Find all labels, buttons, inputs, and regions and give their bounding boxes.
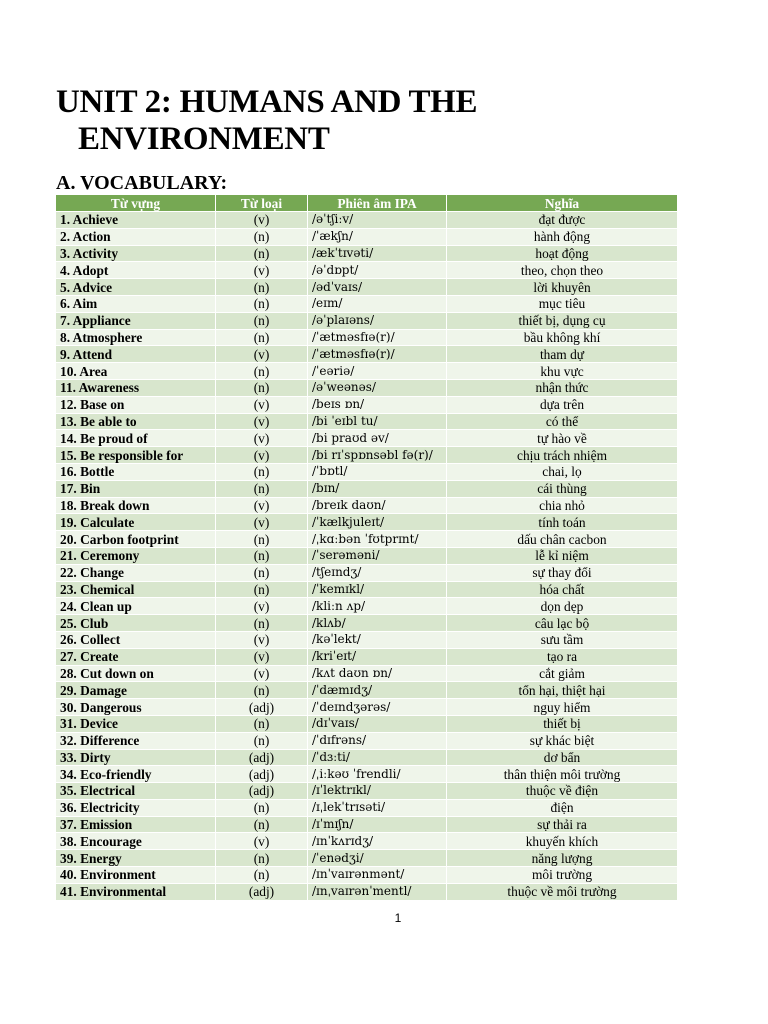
part-of-speech: (n)	[216, 850, 308, 867]
part-of-speech: (v)	[216, 212, 308, 229]
ipa-transcription: /ˈætməsfɪə(r)/	[308, 329, 447, 346]
ipa-transcription: /bi rɪˈspɒnsəbl fə(r)/	[308, 447, 447, 464]
meaning: sự thay đổi	[447, 564, 678, 581]
ipa-transcription: /əˈtʃiːv/	[308, 212, 447, 229]
table-row	[56, 480, 678, 497]
ipa-transcription: /kəˈlekt/	[308, 631, 447, 648]
vocab-word: 8. Atmosphere	[56, 329, 216, 346]
table-row	[56, 850, 678, 867]
table-row	[56, 279, 678, 296]
ipa-transcription: /əˈdɒpt/	[308, 262, 447, 279]
part-of-speech: (n)	[216, 682, 308, 699]
table-row	[56, 547, 678, 564]
part-of-speech: (n)	[216, 564, 308, 581]
vocab-word: 34. Eco-friendly	[56, 766, 216, 783]
vocab-word: 4. Adopt	[56, 262, 216, 279]
part-of-speech: (v)	[216, 648, 308, 665]
ipa-transcription: /ˈækʃn/	[308, 228, 447, 245]
ipa-transcription: /ækˈtɪvəti/	[308, 245, 447, 262]
table-row	[56, 262, 678, 279]
meaning: thiết bị, dụng cụ	[447, 312, 678, 329]
table-row	[56, 615, 678, 632]
table-row	[56, 766, 678, 783]
meaning: bầu không khí	[447, 329, 678, 346]
ipa-transcription: /kliːn ʌp/	[308, 598, 447, 615]
part-of-speech: (n)	[216, 531, 308, 548]
vocab-word: 27. Create	[56, 648, 216, 665]
header-part-of-speech: Từ loại	[216, 195, 308, 212]
table-row	[56, 447, 678, 464]
vocab-word: 2. Action	[56, 228, 216, 245]
meaning: tự hào về	[447, 430, 678, 447]
meaning: thuộc về điện	[447, 783, 678, 800]
table-row	[56, 799, 678, 816]
vocab-word: 21. Ceremony	[56, 547, 216, 564]
part-of-speech: (v)	[216, 396, 308, 413]
part-of-speech: (adj)	[216, 883, 308, 900]
vocab-word: 40. Environment	[56, 867, 216, 884]
table-row	[56, 514, 678, 531]
meaning: sự thải ra	[447, 816, 678, 833]
ipa-transcription: /kriˈeɪt/	[308, 648, 447, 665]
vocab-word: 11. Awareness	[56, 379, 216, 396]
table-row	[56, 312, 678, 329]
vocab-word: 19. Calculate	[56, 514, 216, 531]
part-of-speech: (n)	[216, 799, 308, 816]
meaning: dọn dẹp	[447, 598, 678, 615]
table-row	[56, 396, 678, 413]
table-row	[56, 430, 678, 447]
vocab-word: 5. Advice	[56, 279, 216, 296]
table-row	[56, 682, 678, 699]
ipa-transcription: /ˈkælkjuleɪt/	[308, 514, 447, 531]
meaning: tham dự	[447, 346, 678, 363]
meaning: đạt được	[447, 212, 678, 229]
part-of-speech: (n)	[216, 463, 308, 480]
vocab-word: 9. Attend	[56, 346, 216, 363]
vocab-word: 16. Bottle	[56, 463, 216, 480]
header-meaning: Nghĩa	[447, 195, 678, 212]
part-of-speech: (v)	[216, 631, 308, 648]
vocabulary-table	[55, 194, 678, 901]
part-of-speech: (n)	[216, 715, 308, 732]
meaning: mục tiêu	[447, 295, 678, 312]
part-of-speech: (n)	[216, 615, 308, 632]
ipa-transcription: /ˈeəriə/	[308, 363, 447, 380]
part-of-speech: (v)	[216, 514, 308, 531]
part-of-speech: (v)	[216, 833, 308, 850]
meaning: theo, chọn theo	[447, 262, 678, 279]
table-row	[56, 463, 678, 480]
vocab-word: 29. Damage	[56, 682, 216, 699]
ipa-transcription: /tʃeɪndʒ/	[308, 564, 447, 581]
table-row	[56, 732, 678, 749]
table-row	[56, 715, 678, 732]
part-of-speech: (adj)	[216, 783, 308, 800]
part-of-speech: (n)	[216, 816, 308, 833]
vocab-word: 39. Energy	[56, 850, 216, 867]
part-of-speech: (n)	[216, 547, 308, 564]
vocab-word: 20. Carbon footprint	[56, 531, 216, 548]
part-of-speech: (n)	[216, 480, 308, 497]
vocab-word: 28. Cut down on	[56, 665, 216, 682]
table-row	[56, 581, 678, 598]
ipa-transcription: /bɪn/	[308, 480, 447, 497]
vocab-word: 41. Environmental	[56, 883, 216, 900]
meaning: dấu chân cacbon	[447, 531, 678, 548]
part-of-speech: (adj)	[216, 766, 308, 783]
vocab-word: 25. Club	[56, 615, 216, 632]
meaning: hoạt động	[447, 245, 678, 262]
vocab-word: 23. Chemical	[56, 581, 216, 598]
vocab-word: 26. Collect	[56, 631, 216, 648]
meaning: dơ bẩn	[447, 749, 678, 766]
ipa-transcription: /ˈbɒtl/	[308, 463, 447, 480]
meaning: nguy hiểm	[447, 699, 678, 716]
meaning: nhận thức	[447, 379, 678, 396]
ipa-transcription: /ˈenədʒi/	[308, 850, 447, 867]
ipa-transcription: /ɪˈmɪʃn/	[308, 816, 447, 833]
vocab-word: 24. Clean up	[56, 598, 216, 615]
table-row	[56, 228, 678, 245]
ipa-transcription: /əˈplaɪəns/	[308, 312, 447, 329]
ipa-transcription: /ɪnˈkʌrɪdʒ/	[308, 833, 447, 850]
table-row	[56, 665, 678, 682]
vocab-word: 18. Break down	[56, 497, 216, 514]
header-word: Từ vựng	[56, 195, 216, 212]
ipa-transcription: /klʌb/	[308, 615, 447, 632]
ipa-transcription: /bi ˈeɪbl tu/	[308, 413, 447, 430]
table-row	[56, 379, 678, 396]
table-row	[56, 295, 678, 312]
title-line-1: UNIT 2: HUMANS AND THE	[56, 84, 478, 120]
vocab-word: 1. Achieve	[56, 212, 216, 229]
part-of-speech: (v)	[216, 598, 308, 615]
meaning: thiết bị	[447, 715, 678, 732]
table-header-row	[56, 195, 678, 212]
vocab-word: 6. Aim	[56, 295, 216, 312]
table-row	[56, 329, 678, 346]
ipa-transcription: /ˌkɑːbən ˈfʊtprɪnt/	[308, 531, 447, 548]
table-row	[56, 212, 678, 229]
part-of-speech: (n)	[216, 732, 308, 749]
part-of-speech: (v)	[216, 413, 308, 430]
table-row	[56, 783, 678, 800]
meaning: cắt giảm	[447, 665, 678, 682]
meaning: khu vực	[447, 363, 678, 380]
ipa-transcription: /bi praʊd əv/	[308, 430, 447, 447]
vocab-word: 38. Encourage	[56, 833, 216, 850]
meaning: chịu trách nhiệm	[447, 447, 678, 464]
meaning: cái thùng	[447, 480, 678, 497]
meaning: sự khác biệt	[447, 732, 678, 749]
part-of-speech: (n)	[216, 228, 308, 245]
vocab-word: 7. Appliance	[56, 312, 216, 329]
part-of-speech: (adj)	[216, 749, 308, 766]
vocab-word: 12. Base on	[56, 396, 216, 413]
table-row	[56, 833, 678, 850]
meaning: tổn hại, thiệt hại	[447, 682, 678, 699]
table-row	[56, 564, 678, 581]
table-row	[56, 648, 678, 665]
ipa-transcription: /eɪm/	[308, 295, 447, 312]
page-title	[56, 84, 477, 158]
ipa-transcription: /ɪnˌvaɪrənˈmentl/	[308, 883, 447, 900]
ipa-transcription: /ɪnˈvaɪrənmənt/	[308, 867, 447, 884]
ipa-transcription: /əˈweənəs/	[308, 379, 447, 396]
part-of-speech: (n)	[216, 279, 308, 296]
meaning: có thể	[447, 413, 678, 430]
part-of-speech: (v)	[216, 346, 308, 363]
part-of-speech: (n)	[216, 245, 308, 262]
part-of-speech: (n)	[216, 295, 308, 312]
part-of-speech: (v)	[216, 447, 308, 464]
header-ipa: Phiên âm IPA	[308, 195, 447, 212]
vocab-word: 13. Be able to	[56, 413, 216, 430]
vocab-word: 10. Area	[56, 363, 216, 380]
table-row	[56, 346, 678, 363]
table-row	[56, 816, 678, 833]
vocab-word: 17. Bin	[56, 480, 216, 497]
ipa-transcription: /ˈdeɪndʒərəs/	[308, 699, 447, 716]
table-row	[56, 245, 678, 262]
ipa-transcription: /ˈætməsfɪə(r)/	[308, 346, 447, 363]
part-of-speech: (v)	[216, 262, 308, 279]
vocab-word: 35. Electrical	[56, 783, 216, 800]
vocab-word: 30. Dangerous	[56, 699, 216, 716]
meaning: hành động	[447, 228, 678, 245]
table-row	[56, 699, 678, 716]
ipa-transcription: /ɪˈlektrɪkl/	[308, 783, 447, 800]
meaning: dựa trên	[447, 396, 678, 413]
table-row	[56, 363, 678, 380]
title-line-2: ENVIRONMENT	[78, 121, 330, 157]
ipa-transcription: /kʌt daʊn ɒn/	[308, 665, 447, 682]
table-row	[56, 883, 678, 900]
vocab-word: 33. Dirty	[56, 749, 216, 766]
meaning: câu lạc bộ	[447, 615, 678, 632]
ipa-transcription: /ˈkemɪkl/	[308, 581, 447, 598]
meaning: điện	[447, 799, 678, 816]
vocab-word: 3. Activity	[56, 245, 216, 262]
meaning: lời khuyên	[447, 279, 678, 296]
ipa-transcription: /ˈdɪfrəns/	[308, 732, 447, 749]
meaning: tạo ra	[447, 648, 678, 665]
table-row	[56, 749, 678, 766]
meaning: chia nhỏ	[447, 497, 678, 514]
table-row	[56, 598, 678, 615]
vocab-word: 14. Be proud of	[56, 430, 216, 447]
part-of-speech: (n)	[216, 329, 308, 346]
meaning: khuyến khích	[447, 833, 678, 850]
vocab-word: 22. Change	[56, 564, 216, 581]
part-of-speech: (n)	[216, 867, 308, 884]
meaning: thân thiện môi trường	[447, 766, 678, 783]
part-of-speech: (n)	[216, 363, 308, 380]
table-body	[56, 212, 678, 901]
table-row	[56, 631, 678, 648]
ipa-transcription: /ˈdæmɪdʒ/	[308, 682, 447, 699]
ipa-transcription: /ədˈvaɪs/	[308, 279, 447, 296]
vocab-word: 36. Electricity	[56, 799, 216, 816]
meaning: tính toán	[447, 514, 678, 531]
table-row	[56, 867, 678, 884]
table-row	[56, 497, 678, 514]
meaning: thuộc về môi trường	[447, 883, 678, 900]
vocab-word: 32. Difference	[56, 732, 216, 749]
ipa-transcription: /ˈserəməni/	[308, 547, 447, 564]
meaning: lễ kỉ niệm	[447, 547, 678, 564]
meaning: chai, lọ	[447, 463, 678, 480]
part-of-speech: (v)	[216, 665, 308, 682]
meaning: hóa chất	[447, 581, 678, 598]
meaning: môi trường	[447, 867, 678, 884]
part-of-speech: (n)	[216, 379, 308, 396]
ipa-transcription: /ˌiːkəʊ ˈfrendli/	[308, 766, 447, 783]
ipa-transcription: /beɪs ɒn/	[308, 396, 447, 413]
part-of-speech: (v)	[216, 497, 308, 514]
ipa-transcription: /ˈdɜːti/	[308, 749, 447, 766]
table-row	[56, 531, 678, 548]
meaning: năng lượng	[447, 850, 678, 867]
page-number: 1	[394, 911, 402, 925]
ipa-transcription: /ɪˌlekˈtrɪsəti/	[308, 799, 447, 816]
table-row	[56, 413, 678, 430]
ipa-transcription: /breɪk daʊn/	[308, 497, 447, 514]
part-of-speech: (n)	[216, 581, 308, 598]
part-of-speech: (v)	[216, 430, 308, 447]
vocab-word: 15. Be responsible for	[56, 447, 216, 464]
part-of-speech: (adj)	[216, 699, 308, 716]
section-heading: A. VOCABULARY:	[56, 172, 228, 194]
meaning: sưu tầm	[447, 631, 678, 648]
vocab-word: 37. Emission	[56, 816, 216, 833]
ipa-transcription: /dɪˈvaɪs/	[308, 715, 447, 732]
vocab-word: 31. Device	[56, 715, 216, 732]
part-of-speech: (n)	[216, 312, 308, 329]
